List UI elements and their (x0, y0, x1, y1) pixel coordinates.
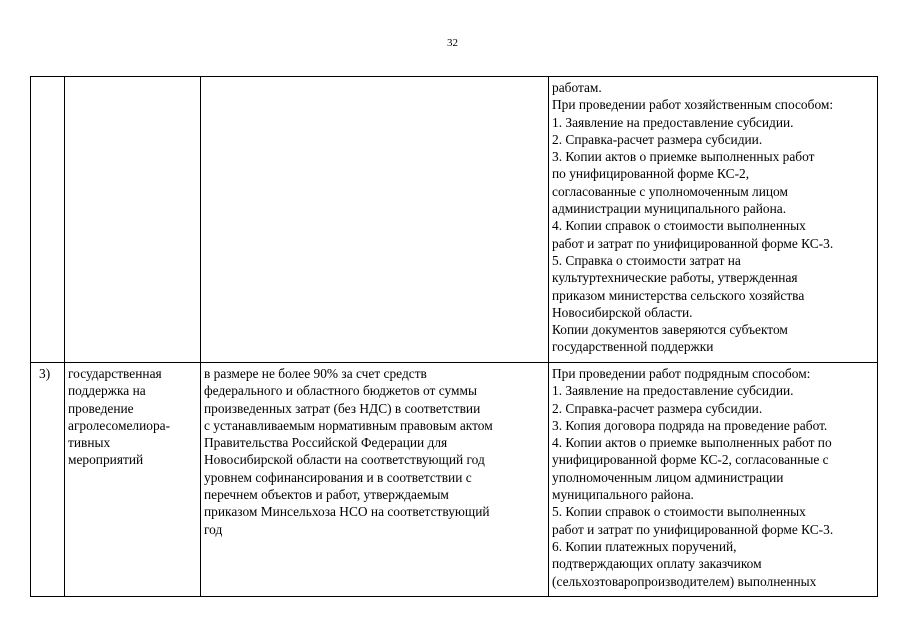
text-line: Новосибирской области на соответствующий год (204, 452, 485, 468)
text-line: согласованные с уполномоченным лицом (552, 183, 788, 199)
text-line: 3. Копия договора подряда на проведение работ. (552, 417, 828, 433)
text-line: уполномоченным лицом администрации (552, 469, 784, 485)
text-line: Правительства Российской Федерации для (204, 435, 448, 451)
text-line: администрации муниципального района. (552, 201, 787, 217)
text-line: приказом министерства сельского хозяйства (552, 287, 805, 303)
text-line: поддержка на (68, 383, 146, 399)
subsidy-size-cell (201, 77, 549, 363)
text-line: 1. Заявление на предоставление субсидии. (552, 114, 794, 130)
text-line: тивных (68, 435, 111, 451)
text-line: 2. Справка-расчет размера субсидии. (552, 131, 763, 147)
text-line: федерального и областного бюджетов от суммы (204, 383, 477, 399)
text-line: подтверждающих оплату заказчиком (552, 556, 762, 572)
text-line: 6. Копии платежных поручений, (552, 538, 737, 554)
text-line: агролесомелиора- (68, 417, 171, 433)
text-line: перечнем объектов и работ, утверждаемым (204, 487, 449, 503)
text-line: При проведении работ подрядным способом: (552, 366, 811, 381)
table-row (31, 77, 878, 363)
text-line: в размере не более 90% за счет средств (204, 366, 427, 381)
text-line: проведение (68, 400, 134, 416)
text-line: Копии документов заверяются субъектом (552, 322, 788, 338)
text-line: уровнем софинансирования и в соответствии с (204, 469, 472, 485)
text-line: работам. (552, 80, 602, 95)
text-line: работ и затрат по унифицированной форме КС-3. (552, 235, 834, 251)
text-line: муниципального района. (552, 487, 694, 503)
text-line: 5. Копии справок о стоимости выполненных (552, 504, 806, 520)
text-line: культуртехнические работы, утвержденная (552, 270, 798, 286)
text-line: Новосибирской области. (552, 304, 693, 320)
text-line: государственная (68, 366, 162, 381)
text-line: При проведении работ хозяйственным способом: (552, 97, 834, 113)
text-line: государственной поддержки (552, 339, 714, 355)
text-line: 4. Копии актов о приемке выполненных работ по (552, 435, 832, 451)
text-line: мероприятий (68, 452, 144, 468)
text-line: произведенных затрат (без НДС) в соответствии (204, 400, 481, 416)
text-line: приказом Минсельхоза НСО на соответствующий (204, 504, 490, 520)
page-number: 32 (447, 37, 458, 49)
table-row (31, 363, 878, 597)
text-line: (сельхозтоваропроизводителем) выполненных (552, 573, 817, 589)
text-line: 4. Копии справок о стоимости выполненных (552, 218, 806, 234)
text-line: 3. Копии актов о приемке выполненных работ (552, 149, 815, 165)
text-line: год (204, 521, 223, 537)
text-line: 1. Заявление на предоставление субсидии. (552, 383, 794, 399)
text-line: работ и затрат по унифицированной форме КС-3. (552, 521, 834, 537)
documents-cell (549, 363, 878, 597)
subsidy-table (30, 76, 878, 597)
subsidy-size-cell (201, 363, 549, 597)
text-line: унифицированной форме КС-2, согласованные с (552, 452, 829, 468)
text-line: с устанавливаемым нормативным правовым актом (204, 417, 493, 433)
row-number-cell: 3) (31, 363, 65, 597)
text-line: 5. Справка о стоимости затрат на (552, 252, 741, 268)
measure-name-cell (65, 363, 201, 597)
text-line: 2. Справка-расчет размера субсидии. (552, 400, 763, 416)
text-line: по унифицированной форме КС-2, (552, 166, 750, 182)
measure-name-cell (65, 77, 201, 363)
row-number-cell (31, 77, 65, 363)
documents-cell (549, 77, 878, 363)
